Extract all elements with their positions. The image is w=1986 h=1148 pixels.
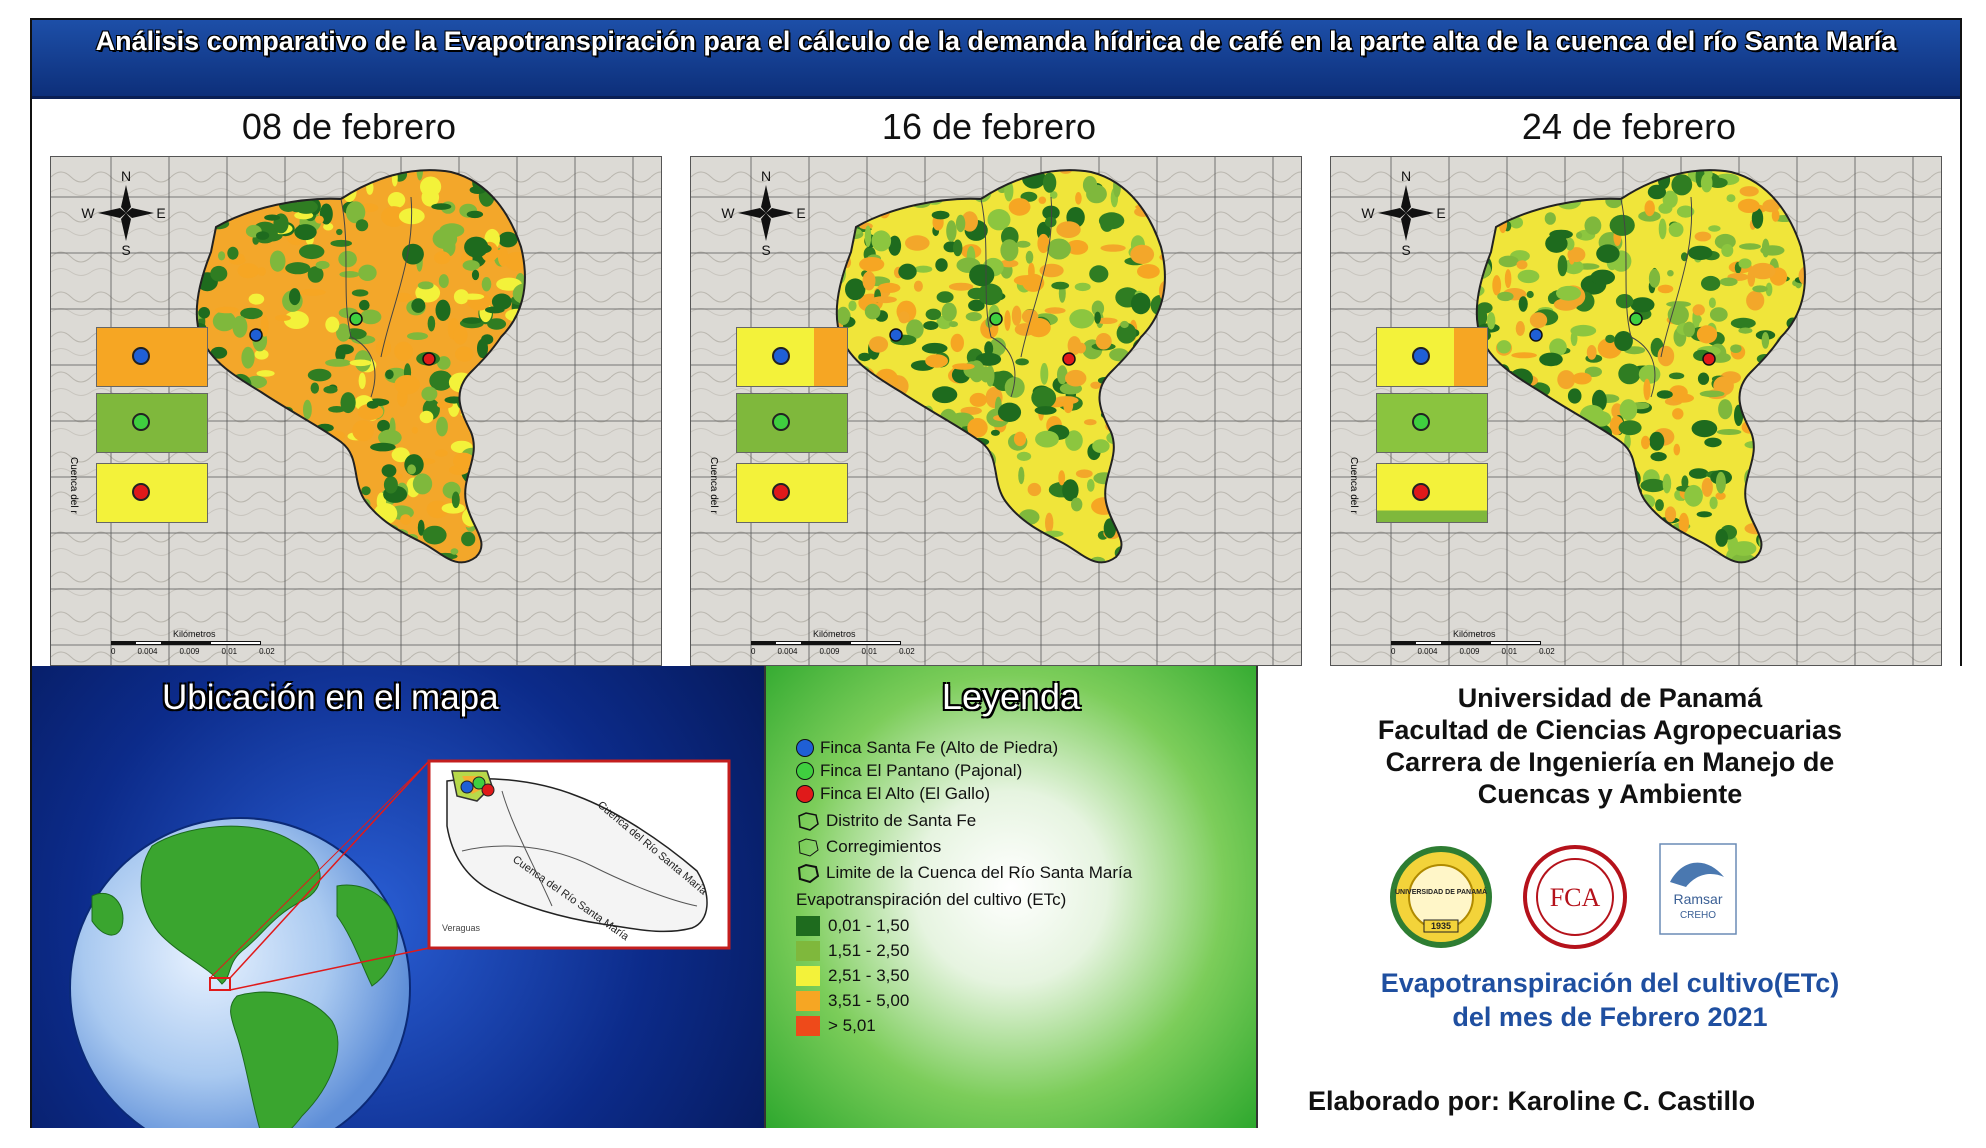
map-date-title: 08 de febrero bbox=[241, 106, 457, 147]
faculty-line: Facultad de Ciencias Agropecuarias bbox=[1377, 715, 1843, 745]
el-pantano-point bbox=[990, 313, 1002, 325]
el-pantano-inset bbox=[1376, 393, 1488, 453]
swatch bbox=[796, 991, 820, 1011]
map-date-title: 24 de febrero bbox=[1521, 106, 1737, 147]
svg-text:1935: 1935 bbox=[1430, 921, 1452, 931]
svg-text:UNIVERSIDAD DE PANAMÁ: UNIVERSIDAD DE PANAMÁ bbox=[1394, 889, 1488, 896]
legend-point: Finca El Alto (El Gallo) bbox=[796, 784, 990, 804]
farm-dot-icon bbox=[132, 413, 150, 431]
svg-text:S: S bbox=[121, 242, 131, 258]
etc-map bbox=[1330, 156, 1942, 666]
scale-tick-label: 0.004 bbox=[137, 647, 158, 656]
title-banner bbox=[32, 20, 1960, 99]
etc-map bbox=[690, 156, 1302, 666]
svg-text:E: E bbox=[796, 205, 806, 221]
svg-text:N: N bbox=[1400, 168, 1412, 184]
scale-ticks bbox=[111, 647, 275, 656]
legend-class: > 5,01 bbox=[796, 1016, 876, 1036]
svg-text:N: N bbox=[120, 168, 132, 184]
basin-side-label: Cuenca del r bbox=[708, 457, 719, 514]
etc-caption: Evapotranspiración del cultivo(ETc) bbox=[1380, 968, 1840, 998]
svg-text:N: N bbox=[760, 168, 772, 184]
scale-tick-label: 0.01 bbox=[1501, 647, 1518, 656]
scale-tick-label: 0.01 bbox=[221, 647, 238, 656]
green-dot-icon bbox=[796, 762, 814, 780]
swatch bbox=[796, 1016, 820, 1036]
farm-dot-icon bbox=[1412, 347, 1430, 365]
scale-tick-label: 0.004 bbox=[1417, 647, 1438, 656]
svg-text:S: S bbox=[1401, 242, 1411, 258]
swatch bbox=[796, 966, 820, 986]
poster-frame bbox=[30, 18, 1962, 1128]
legend-point: Finca Santa Fe (Alto de Piedra) bbox=[796, 738, 1058, 758]
scale-tick-label: 0.02 bbox=[1539, 647, 1555, 656]
svg-text:W: W bbox=[1361, 205, 1375, 221]
inset-label: Cuenca del Río Santa María bbox=[510, 853, 631, 944]
blue-dot-icon bbox=[796, 739, 814, 757]
el-alto-point bbox=[1703, 353, 1715, 365]
scale-tick-label: 0.02 bbox=[259, 647, 275, 656]
map-date-title: 16 de febrero bbox=[881, 106, 1097, 147]
legend-etc-heading: Evapotranspiración del cultivo (ETc) bbox=[796, 890, 1067, 909]
etc-caption-2: del mes de Febrero 2021 bbox=[1452, 1002, 1768, 1032]
map-panel-feb-08 bbox=[32, 104, 666, 664]
scale-tick-label: 0.009 bbox=[1459, 647, 1480, 656]
red-dot-icon bbox=[796, 785, 814, 803]
universidad-panama-logo bbox=[1386, 842, 1496, 952]
svg-text:FCA: FCA bbox=[1549, 883, 1601, 912]
farm-dot-icon bbox=[132, 483, 150, 501]
santa-fe-point bbox=[890, 329, 902, 341]
scale-tick-label: 0.009 bbox=[179, 647, 200, 656]
farm-dot-icon bbox=[1412, 413, 1430, 431]
corregimiento-outline-icon bbox=[796, 836, 820, 858]
farm-dot-icon bbox=[772, 347, 790, 365]
farm-dot-icon bbox=[1412, 483, 1430, 501]
farm-dot-icon bbox=[772, 413, 790, 431]
career-line-2: Cuencas y Ambiente bbox=[1477, 779, 1743, 809]
el-alto-point bbox=[1063, 353, 1075, 365]
location-title: Ubicación en el mapa bbox=[162, 678, 499, 717]
swatch bbox=[796, 941, 820, 961]
el-alto-inset bbox=[736, 463, 848, 523]
svg-text:S: S bbox=[761, 242, 771, 258]
legend-class: 3,51 - 5,00 bbox=[796, 991, 909, 1011]
legend-title: Leyenda bbox=[941, 676, 1081, 717]
scale-bar: Kilómetros 0 0.004 0.009 0.01 0.02 bbox=[111, 629, 275, 656]
scale-bar: Kilómetros 0 0.004 0.009 0.01 0.02 bbox=[1391, 629, 1555, 656]
legend-boundary: Distrito de Santa Fe bbox=[796, 810, 976, 832]
el-pantano-point bbox=[350, 313, 362, 325]
legend-boundary: Limite de la Cuenca del Río Santa María bbox=[796, 862, 1132, 884]
scale-tick-label: 0 bbox=[111, 647, 116, 656]
el-alto-inset bbox=[96, 463, 208, 523]
el-pantano-inset bbox=[736, 393, 848, 453]
district-outline-icon bbox=[796, 810, 820, 832]
poster-title: Análisis comparativo de la Evapotranspiración para el cálculo de la demanda hídrica de café en la parte alta de la cuenca del río Santa María bbox=[95, 26, 1897, 56]
legend-class: 0,01 - 1,50 bbox=[796, 916, 909, 936]
etc-map bbox=[50, 156, 662, 666]
basin-side-label: Cuenca del r bbox=[68, 457, 79, 514]
university-line: Universidad de Panamá bbox=[1457, 683, 1763, 713]
legend-panel bbox=[764, 666, 1258, 1128]
author-credit: Elaborado por: Karoline C. Castillo bbox=[1308, 1086, 1756, 1116]
inset-small-label: Veraguas bbox=[442, 923, 481, 933]
scale-tick-label: 0.004 bbox=[777, 647, 798, 656]
location-map bbox=[32, 666, 764, 1128]
credits-panel bbox=[1258, 666, 1962, 1128]
scale-tick-label: 0 bbox=[751, 647, 756, 656]
inset-label: Cuenca del Río Santa María bbox=[595, 799, 710, 898]
svg-text:E: E bbox=[156, 205, 166, 221]
scale-ticks bbox=[751, 647, 915, 656]
scale-tick-label: 0.01 bbox=[861, 647, 878, 656]
scale-bar: Kilómetros 0 0.004 0.009 0.01 0.02 bbox=[751, 629, 915, 656]
el-alto-inset bbox=[1376, 463, 1488, 523]
svg-text:W: W bbox=[81, 205, 95, 221]
scale-tick-label: 0.009 bbox=[819, 647, 840, 656]
svg-text:W: W bbox=[721, 205, 735, 221]
farm-dot-icon bbox=[772, 483, 790, 501]
scale-tick-label: 0.02 bbox=[899, 647, 915, 656]
map-panel-feb-24 bbox=[1312, 104, 1946, 664]
santa-fe-point bbox=[250, 329, 262, 341]
basin-outline-icon bbox=[796, 862, 820, 884]
legend-class: 1,51 - 2,50 bbox=[796, 941, 909, 961]
basin-side-label: Cuenca del r bbox=[1348, 457, 1359, 514]
farm-dot-icon bbox=[132, 347, 150, 365]
legend-point: Finca El Pantano (Pajonal) bbox=[796, 761, 1022, 781]
el-pantano-point bbox=[1630, 313, 1642, 325]
legend-boundary: Corregimientos bbox=[796, 836, 941, 858]
location-panel bbox=[32, 666, 764, 1128]
fca-logo bbox=[1520, 842, 1630, 952]
swatch bbox=[796, 916, 820, 936]
santa-fe-inset bbox=[1376, 327, 1488, 387]
scale-ticks bbox=[1391, 647, 1555, 656]
santa-fe-inset bbox=[736, 327, 848, 387]
career-line: Carrera de Ingeniería en Manejo de bbox=[1385, 747, 1835, 777]
map-panel-feb-16 bbox=[672, 104, 1306, 664]
santa-fe-point bbox=[1530, 329, 1542, 341]
svg-text:Ramsar: Ramsar bbox=[1673, 891, 1723, 907]
el-pantano-inset bbox=[96, 393, 208, 453]
scale-tick-label: 0 bbox=[1391, 647, 1396, 656]
ramsar-logo bbox=[1658, 842, 1738, 937]
santa-fe-inset bbox=[96, 327, 208, 387]
legend-class: 2,51 - 3,50 bbox=[796, 966, 909, 986]
svg-text:E: E bbox=[1436, 205, 1446, 221]
el-alto-point bbox=[423, 353, 435, 365]
svg-text:CREHO: CREHO bbox=[1679, 910, 1717, 921]
